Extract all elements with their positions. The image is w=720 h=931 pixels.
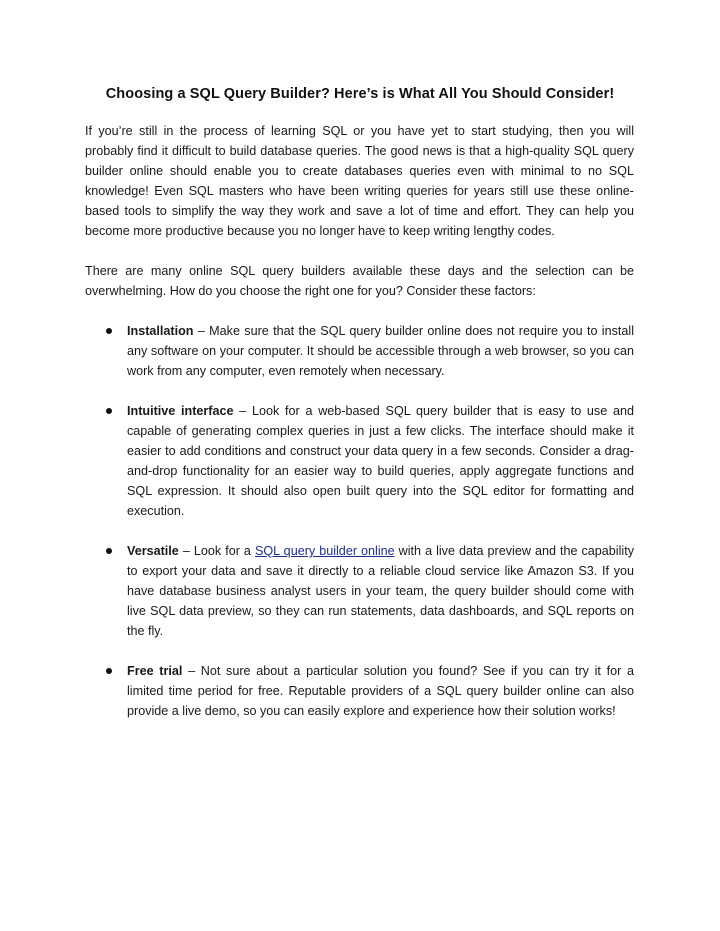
- bullet-term: Installation: [127, 324, 194, 338]
- bullet-icon: [106, 668, 112, 674]
- bullet-text: – Not sure about a particular solution you found? See if you can try it for a limited time period for free. Reputable providers of a SQL query builder online can also provide a live demo, so you can easily explore and experience how their solution works!: [127, 664, 634, 718]
- list-item-intuitive-interface: [85, 401, 634, 521]
- intro-paragraph: If you’re still in the process of learning SQL or you have yet to start studying, then you will probably find it difficult to build database queries. The good news is that a high-quality SQL query builder online should enable you to create databases queries even with minimal to no SQL knowledge! Even SQL masters who have been writing queries for years still use these online-based tools to simplify the way they work and save a lot of time and effort. They can help you become more productive because you no longer have to keep writing lengthy codes.: [85, 124, 634, 238]
- bullet-text: – Make sure that the SQL query builder online does not require you to install any software on your computer. It should be accessible through a web browser, so you can work from any computer, even remotely when necessary.: [127, 324, 634, 378]
- bullet-text-after-link: with a live data preview and the capability to export your data and save it directly to a reliable cloud service like Amazon S3. If you have database business analyst users in your team, the query builder should come with live SQL data preview, so they can run statements, data dashboards, and SQL reports on the fly.: [127, 544, 634, 638]
- list-item-free-trial: [85, 661, 634, 721]
- factors-list: [85, 321, 634, 721]
- bullet-icon: [106, 548, 112, 554]
- factors-intro-paragraph: There are many online SQL query builders available these days and the selection can be overwhelming. How do you choose the right one for you? Consider these factors:: [85, 264, 634, 298]
- bullet-text: – Look for a web-based SQL query builder that is easy to use and capable of generating complex queries in just a few clicks. The interface should make it easier to add conditions and construct your data query in a few seconds. Consider a drag-and-drop functionality for an easier way to build queries, apply aggregate functions and SQL expression. It should also open built query into the SQL editor for formatting and execution.: [127, 404, 634, 518]
- bullet-text-before-link: – Look for a: [178, 544, 255, 558]
- bullet-term: Free trial: [127, 664, 183, 678]
- bullet-icon: [106, 408, 112, 414]
- page-title: Choosing a SQL Query Builder? Here’s is What All You Should Consider!: [105, 86, 615, 102]
- list-item-versatile: [85, 541, 634, 641]
- bullet-icon: [106, 328, 112, 334]
- bullet-term: Intuitive interface: [127, 404, 234, 418]
- sql-query-builder-link[interactable]: SQL query builder online: [254, 544, 395, 558]
- bullet-term: Versatile: [127, 544, 179, 558]
- list-item-installation: [85, 321, 634, 381]
